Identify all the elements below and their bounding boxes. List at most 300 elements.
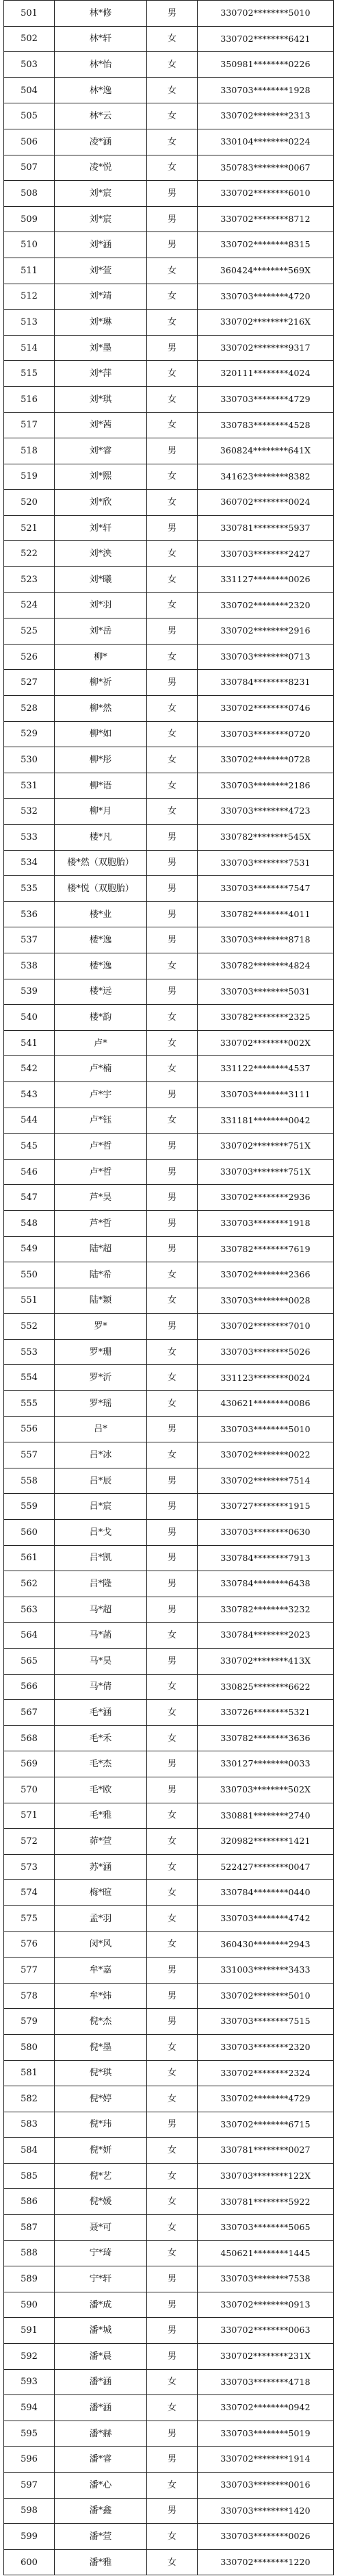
gender-cell: 女 <box>147 1030 198 1056</box>
id-number-cell: 350783********0067 <box>198 155 334 181</box>
id-number-cell: 330703********4742 <box>198 1905 334 1931</box>
table-row <box>4 1288 334 1314</box>
table-row <box>4 825 334 851</box>
gender-cell: 女 <box>147 2524 198 2550</box>
table-row <box>4 1520 334 1546</box>
row-number-cell: 556 <box>4 1416 55 1442</box>
gender-cell: 女 <box>147 2034 198 2060</box>
gender-cell: 女 <box>147 592 198 618</box>
row-number-cell: 559 <box>4 1494 55 1520</box>
student-name-cell: 倪*墨 <box>55 2034 147 2060</box>
gender-cell: 男 <box>147 206 198 232</box>
gender-cell: 男 <box>147 2292 198 2318</box>
table-row <box>4 1880 334 1906</box>
table-row <box>4 181 334 207</box>
gender-cell: 女 <box>147 2395 198 2421</box>
id-number-cell: 341623********8382 <box>198 464 334 490</box>
id-number-cell: 330702********6421 <box>198 26 334 52</box>
table-row <box>4 1030 334 1056</box>
row-number-cell: 575 <box>4 1905 55 1931</box>
student-name-cell: 倪*艺 <box>55 2163 147 2189</box>
row-number-cell: 565 <box>4 1649 55 1675</box>
gender-cell: 女 <box>147 773 198 799</box>
row-number-cell: 557 <box>4 1442 55 1468</box>
row-number-cell: 540 <box>4 1005 55 1031</box>
table-row <box>4 2473 334 2499</box>
table-row <box>4 1185 334 1211</box>
student-name-cell: 芦*哲 <box>55 1210 147 1236</box>
row-number-cell: 524 <box>4 592 55 618</box>
student-name-cell: 芦*昊 <box>55 1185 147 1211</box>
table-row <box>4 515 334 541</box>
id-number-cell: 330702********0022 <box>198 1442 334 1468</box>
id-number-cell: 330703********5010 <box>198 1416 334 1442</box>
student-name-cell: 潘*鑫 <box>55 2498 147 2524</box>
table-row <box>4 901 334 927</box>
row-number-cell: 537 <box>4 927 55 953</box>
id-number-cell: 330703********7547 <box>198 876 334 902</box>
id-number-cell: 330703********8718 <box>198 927 334 953</box>
table-row <box>4 206 334 232</box>
student-name-cell: 毛*杰 <box>55 1751 147 1777</box>
id-number-cell: 330782********7619 <box>198 1236 334 1262</box>
row-number-cell: 580 <box>4 2034 55 2060</box>
student-name-cell: 楼*逸 <box>55 953 147 979</box>
row-number-cell: 569 <box>4 1751 55 1777</box>
row-number-cell: 527 <box>4 670 55 696</box>
table-row <box>4 1803 334 1829</box>
student-name-cell: 刘*萱 <box>55 258 147 284</box>
id-number-cell: 330702********0913 <box>198 2292 334 2318</box>
roster-body <box>4 1 334 2575</box>
table-row <box>4 1005 334 1031</box>
student-name-cell: 刘*靖 <box>55 284 147 310</box>
table-row <box>4 1571 334 1597</box>
student-name-cell: 卢*哲 <box>55 1134 147 1160</box>
student-name-cell: 刘*琳 <box>55 310 147 336</box>
row-number-cell: 521 <box>4 515 55 541</box>
row-number-cell: 529 <box>4 721 55 747</box>
student-name-cell: 牟*炜 <box>55 1983 147 2009</box>
student-name-cell: 潘*涵 <box>55 2395 147 2421</box>
gender-cell: 女 <box>147 541 198 567</box>
student-name-cell: 潘*成 <box>55 2292 147 2318</box>
row-number-cell: 574 <box>4 1880 55 1906</box>
table-row <box>4 1623 334 1649</box>
gender-cell: 男 <box>147 1185 198 1211</box>
id-number-cell: 330702********7010 <box>198 1314 334 1340</box>
row-number-cell: 584 <box>4 2138 55 2164</box>
student-name-cell: 卢*钰 <box>55 1108 147 1134</box>
student-name-cell: 吕*隆 <box>55 1571 147 1597</box>
gender-cell: 女 <box>147 1803 198 1829</box>
row-number-cell: 506 <box>4 129 55 155</box>
id-number-cell: 330702********8712 <box>198 206 334 232</box>
gender-cell: 男 <box>147 876 198 902</box>
row-number-cell: 558 <box>4 1468 55 1494</box>
gender-cell: 女 <box>147 1391 198 1417</box>
row-number-cell: 502 <box>4 26 55 52</box>
id-number-cell: 320982********1421 <box>198 1829 334 1855</box>
row-number-cell: 568 <box>4 1725 55 1751</box>
row-number-cell: 589 <box>4 2266 55 2292</box>
row-number-cell: 545 <box>4 1134 55 1160</box>
gender-cell: 女 <box>147 103 198 129</box>
table-row <box>4 1931 334 1958</box>
row-number-cell: 525 <box>4 618 55 645</box>
id-number-cell: 522427********0047 <box>198 1854 334 1880</box>
student-name-cell: 吕* <box>55 1416 147 1442</box>
row-number-cell: 528 <box>4 696 55 722</box>
gender-cell: 女 <box>147 1854 198 1880</box>
table-row <box>4 2189 334 2215</box>
row-number-cell: 518 <box>4 438 55 464</box>
id-number-cell: 330702********0746 <box>198 696 334 722</box>
student-name-cell: 潘*城 <box>55 2318 147 2344</box>
table-row <box>4 1 334 27</box>
table-row <box>4 361 334 387</box>
table-row <box>4 2112 334 2138</box>
table-row <box>4 2524 334 2550</box>
table-row <box>4 438 334 464</box>
table-row <box>4 1494 334 1520</box>
gender-cell: 男 <box>147 1751 198 1777</box>
table-row <box>4 2086 334 2112</box>
row-number-cell: 501 <box>4 1 55 27</box>
table-row <box>4 2009 334 2035</box>
gender-cell: 女 <box>147 1700 198 1726</box>
gender-cell: 男 <box>147 1649 198 1675</box>
gender-cell: 男 <box>147 181 198 207</box>
row-number-cell: 508 <box>4 181 55 207</box>
student-name-cell: 潘*涵 <box>55 2369 147 2395</box>
gender-cell: 男 <box>147 901 198 927</box>
table-row <box>4 155 334 181</box>
id-number-cell: 330703********0713 <box>198 644 334 670</box>
row-number-cell: 587 <box>4 2215 55 2241</box>
id-number-cell: 330703********1918 <box>198 1210 334 1236</box>
table-row <box>4 490 334 516</box>
id-number-cell: 330703********0720 <box>198 721 334 747</box>
table-row <box>4 1081 334 1108</box>
student-name-cell: 毛*雅 <box>55 1803 147 1829</box>
table-row <box>4 644 334 670</box>
student-name-cell: 潘*萱 <box>55 2524 147 2550</box>
gender-cell: 女 <box>147 2138 198 2164</box>
id-number-cell: 330784********2023 <box>198 1623 334 1649</box>
id-number-cell: 330127********0033 <box>198 1751 334 1777</box>
table-row <box>4 1262 334 1288</box>
student-name-cell: 倪*玮 <box>55 2112 147 2138</box>
student-name-cell: 吕*戈 <box>55 1520 147 1546</box>
row-number-cell: 515 <box>4 361 55 387</box>
table-row <box>4 1777 334 1803</box>
student-name-cell: 宁*琦 <box>55 2240 147 2266</box>
gender-cell: 男 <box>147 1468 198 1494</box>
table-row <box>4 77 334 103</box>
id-number-cell: 330702********002X <box>198 1030 334 1056</box>
student-name-cell: 刘*曦 <box>55 567 147 593</box>
table-row <box>4 1674 334 1700</box>
row-number-cell: 503 <box>4 52 55 78</box>
row-number-cell: 511 <box>4 258 55 284</box>
student-name-cell: 卢* <box>55 1030 147 1056</box>
student-name-cell: 楼*业 <box>55 901 147 927</box>
id-number-cell: 330784********0440 <box>198 1880 334 1906</box>
gender-cell: 女 <box>147 1442 198 1468</box>
row-number-cell: 543 <box>4 1081 55 1108</box>
row-number-cell: 571 <box>4 1803 55 1829</box>
gender-cell: 女 <box>147 464 198 490</box>
row-number-cell: 522 <box>4 541 55 567</box>
id-number-cell: 330703********0028 <box>198 1288 334 1314</box>
id-number-cell: 330782********4824 <box>198 953 334 979</box>
row-number-cell: 550 <box>4 1262 55 1288</box>
row-number-cell: 507 <box>4 155 55 181</box>
table-row <box>4 670 334 696</box>
id-number-cell: 330702********1914 <box>198 2447 334 2473</box>
id-number-cell: 330702********216X <box>198 310 334 336</box>
gender-cell: 女 <box>147 412 198 438</box>
gender-cell: 女 <box>147 361 198 387</box>
id-number-cell: 360430********2943 <box>198 1931 334 1958</box>
row-number-cell: 591 <box>4 2318 55 2344</box>
table-row <box>4 1829 334 1855</box>
student-name-cell: 罗*沂 <box>55 1365 147 1391</box>
gender-cell: 女 <box>147 77 198 103</box>
gender-cell: 男 <box>147 1983 198 2009</box>
row-number-cell: 534 <box>4 850 55 876</box>
table-row <box>4 2447 334 2473</box>
student-name-cell: 潘*雅 <box>55 2549 147 2575</box>
id-number-cell: 330703********4723 <box>198 799 334 825</box>
id-number-cell: 330784********7913 <box>198 1545 334 1571</box>
id-number-cell: 330727********1915 <box>198 1494 334 1520</box>
gender-cell: 女 <box>147 52 198 78</box>
student-name-cell: 楼*凡 <box>55 825 147 851</box>
id-number-cell: 330703********4718 <box>198 2369 334 2395</box>
student-name-cell: 苏*涵 <box>55 1854 147 1880</box>
row-number-cell: 578 <box>4 1983 55 2009</box>
gender-cell: 女 <box>147 721 198 747</box>
table-row <box>4 2060 334 2086</box>
row-number-cell: 570 <box>4 1777 55 1803</box>
gender-cell: 女 <box>147 1623 198 1649</box>
gender-cell: 女 <box>147 386 198 412</box>
gender-cell: 男 <box>147 2266 198 2292</box>
id-number-cell: 331181********0042 <box>198 1108 334 1134</box>
student-name-cell: 柳*语 <box>55 773 147 799</box>
id-number-cell: 330703********0016 <box>198 2473 334 2499</box>
gender-cell: 女 <box>147 2549 198 2575</box>
student-name-cell: 倪*婷 <box>55 2086 147 2112</box>
id-number-cell: 330881********2740 <box>198 1803 334 1829</box>
student-name-cell: 凌*悦 <box>55 155 147 181</box>
row-number-cell: 533 <box>4 825 55 851</box>
table-row <box>4 1905 334 1931</box>
row-number-cell: 505 <box>4 103 55 129</box>
gender-cell: 男 <box>147 1210 198 1236</box>
table-row <box>4 567 334 593</box>
student-name-cell: 聂*可 <box>55 2215 147 2241</box>
id-number-cell: 330702********7514 <box>198 1468 334 1494</box>
table-row <box>4 953 334 979</box>
gender-cell: 女 <box>147 1288 198 1314</box>
table-row <box>4 1210 334 1236</box>
student-name-cell: 楼*远 <box>55 979 147 1005</box>
gender-cell: 男 <box>147 1545 198 1571</box>
table-row <box>4 2498 334 2524</box>
gender-cell: 男 <box>147 1571 198 1597</box>
student-name-cell: 梅*暄 <box>55 1880 147 1906</box>
row-number-cell: 547 <box>4 1185 55 1211</box>
row-number-cell: 539 <box>4 979 55 1005</box>
id-number-cell: 360702********0024 <box>198 490 334 516</box>
id-number-cell: 330702********2366 <box>198 1262 334 1288</box>
gender-cell: 女 <box>147 567 198 593</box>
student-name-cell: 倪*杰 <box>55 2009 147 2035</box>
id-number-cell: 330702********4729 <box>198 2086 334 2112</box>
table-row <box>4 129 334 155</box>
student-name-cell: 罗*珊 <box>55 1339 147 1365</box>
student-name-cell: 柳*祈 <box>55 670 147 696</box>
id-number-cell: 330703********1420 <box>198 2498 334 2524</box>
table-row <box>4 1365 334 1391</box>
row-number-cell: 585 <box>4 2163 55 2189</box>
gender-cell: 男 <box>147 1416 198 1442</box>
id-number-cell: 330703********502X <box>198 1777 334 1803</box>
id-number-cell: 330703********7515 <box>198 2009 334 2035</box>
id-number-cell: 330702********751X <box>198 1134 334 1160</box>
row-number-cell: 593 <box>4 2369 55 2395</box>
row-number-cell: 579 <box>4 2009 55 2035</box>
gender-cell: 女 <box>147 2163 198 2189</box>
gender-cell: 男 <box>147 979 198 1005</box>
gender-cell: 男 <box>147 1081 198 1108</box>
table-row <box>4 1314 334 1340</box>
id-number-cell: 330782********3232 <box>198 1597 334 1623</box>
student-name-cell: 吕*辰 <box>55 1468 147 1494</box>
id-number-cell: 330781********5922 <box>198 2189 334 2215</box>
id-number-cell: 330703********7538 <box>198 2266 334 2292</box>
student-name-cell: 卢*楠 <box>55 1056 147 1082</box>
gender-cell: 女 <box>147 1880 198 1906</box>
id-number-cell: 330782********3636 <box>198 1725 334 1751</box>
gender-cell: 男 <box>147 850 198 876</box>
row-number-cell: 552 <box>4 1314 55 1340</box>
id-number-cell: 330702********2936 <box>198 1185 334 1211</box>
row-number-cell: 582 <box>4 2086 55 2112</box>
table-row <box>4 26 334 52</box>
student-name-cell: 柳* <box>55 644 147 670</box>
table-row <box>4 2215 334 2241</box>
student-name-cell: 林*修 <box>55 1 147 27</box>
id-number-cell: 330104********0224 <box>198 129 334 155</box>
table-row <box>4 2138 334 2164</box>
student-name-cell: 宁*轩 <box>55 2266 147 2292</box>
table-row <box>4 1236 334 1262</box>
id-number-cell: 320111********4024 <box>198 361 334 387</box>
gender-cell: 男 <box>147 927 198 953</box>
table-row <box>4 876 334 902</box>
student-name-cell: 刘*泱 <box>55 541 147 567</box>
table-row <box>4 2318 334 2344</box>
row-number-cell: 564 <box>4 1623 55 1649</box>
id-number-cell: 330702********2916 <box>198 618 334 645</box>
table-row <box>4 1983 334 2009</box>
id-number-cell: 330782********545X <box>198 825 334 851</box>
row-number-cell: 563 <box>4 1597 55 1623</box>
student-name-cell: 吕*宸 <box>55 1494 147 1520</box>
table-row <box>4 2266 334 2292</box>
student-name-cell: 陆*希 <box>55 1262 147 1288</box>
table-row <box>4 2240 334 2266</box>
row-number-cell: 555 <box>4 1391 55 1417</box>
table-row <box>4 1108 334 1134</box>
gender-cell: 男 <box>147 825 198 851</box>
row-number-cell: 535 <box>4 876 55 902</box>
student-name-cell: 林*云 <box>55 103 147 129</box>
id-number-cell: 330703********0026 <box>198 2524 334 2550</box>
gender-cell: 男 <box>147 2421 198 2447</box>
student-name-cell: 刘*宸 <box>55 181 147 207</box>
gender-cell: 男 <box>147 1777 198 1803</box>
gender-cell: 女 <box>147 1365 198 1391</box>
row-number-cell: 510 <box>4 232 55 258</box>
row-number-cell: 514 <box>4 335 55 361</box>
id-number-cell: 330703********3111 <box>198 1081 334 1108</box>
student-name-cell: 刘*欣 <box>55 490 147 516</box>
gender-cell: 女 <box>147 799 198 825</box>
gender-cell: 女 <box>147 26 198 52</box>
table-row <box>4 541 334 567</box>
id-number-cell: 350981********0226 <box>198 52 334 78</box>
student-name-cell: 罗*瑶 <box>55 1391 147 1417</box>
id-number-cell: 331127********0026 <box>198 567 334 593</box>
table-row <box>4 592 334 618</box>
table-row <box>4 1056 334 1082</box>
gender-cell: 女 <box>147 2369 198 2395</box>
table-row <box>4 2344 334 2370</box>
table-row <box>4 773 334 799</box>
table-row <box>4 2395 334 2421</box>
id-number-cell: 330703********2186 <box>198 773 334 799</box>
table-row <box>4 1854 334 1880</box>
id-number-cell: 330703********5019 <box>198 2421 334 2447</box>
student-name-cell: 潘*睿 <box>55 2447 147 2473</box>
id-number-cell: 330702********2324 <box>198 2060 334 2086</box>
student-name-cell: 倪*琪 <box>55 2060 147 2086</box>
row-number-cell: 546 <box>4 1159 55 1185</box>
gender-cell: 女 <box>147 2060 198 2086</box>
table-row <box>4 979 334 1005</box>
gender-cell: 女 <box>147 696 198 722</box>
gender-cell: 男 <box>147 1 198 27</box>
student-name-cell: 刘*萍 <box>55 361 147 387</box>
student-name-cell: 卢*哲 <box>55 1159 147 1185</box>
row-number-cell: 561 <box>4 1545 55 1571</box>
student-name-cell: 刘*宸 <box>55 206 147 232</box>
gender-cell: 女 <box>147 644 198 670</box>
gender-cell: 女 <box>147 1056 198 1082</box>
row-number-cell: 512 <box>4 284 55 310</box>
student-name-cell: 柳*如 <box>55 721 147 747</box>
id-number-cell: 330702********0942 <box>198 2395 334 2421</box>
id-number-cell: 360424********569X <box>198 258 334 284</box>
gender-cell: 女 <box>147 129 198 155</box>
table-row <box>4 284 334 310</box>
row-number-cell: 576 <box>4 1931 55 1958</box>
